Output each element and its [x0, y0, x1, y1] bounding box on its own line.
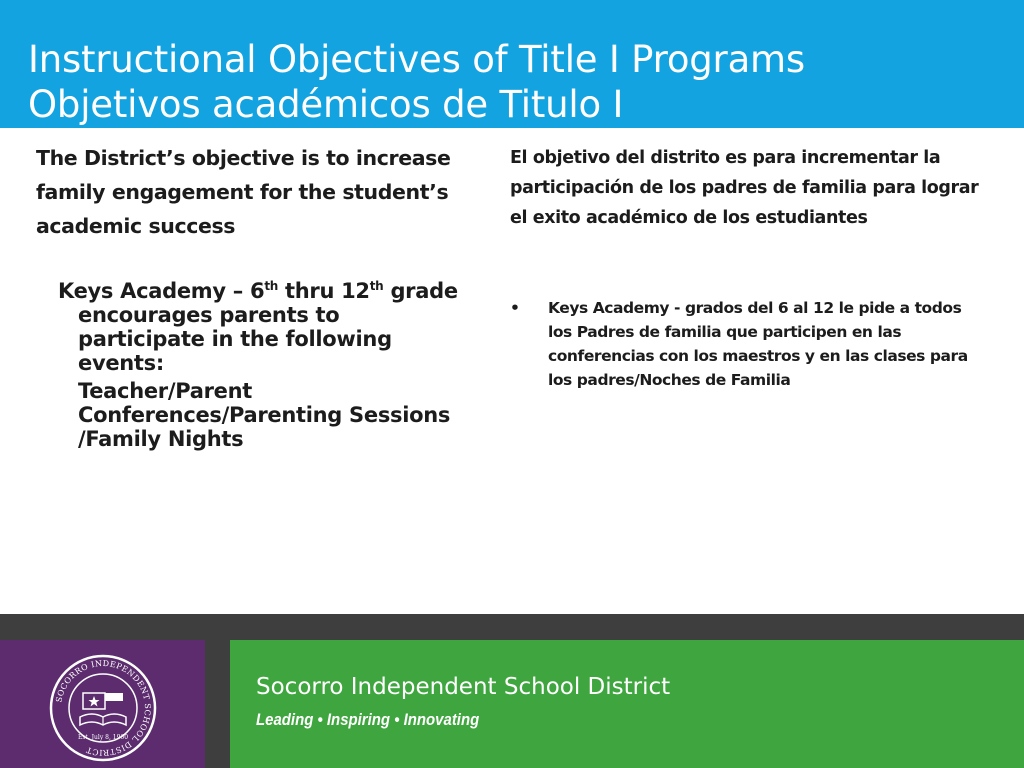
right-column	[510, 143, 980, 233]
slide-header	[0, 0, 1024, 128]
slide-title-english: Instructional Objectives of Title I Programs	[28, 38, 805, 81]
footer-gap	[205, 640, 230, 768]
slide-title-spanish: Objetivos académicos de Titulo I	[28, 83, 624, 126]
keys-sup-2: th	[369, 279, 384, 293]
district-objective-english: The District’s objective is to increase family engagement for the student’s academic success	[36, 146, 451, 238]
left-column	[36, 141, 476, 243]
district-objective-spanish: El objetivo del distrito es para incrementar la participación de los padres de familia para lograr el exito académico de los estudiantes	[510, 148, 979, 228]
keys-prefix: Keys Academy – 6	[58, 279, 265, 303]
keys-academy-description	[58, 279, 468, 375]
bullet-text: Keys Academy - grados del 6 al 12 le pide a todos los Padres de familia que participen en las conferencias con los maestros y en las clases para los padres/Noches de Familia	[548, 299, 968, 389]
bullet-marker: •	[510, 299, 520, 317]
footer-divider-band	[0, 614, 1024, 640]
keys-academy-english	[58, 279, 468, 451]
footer-brand-panel	[230, 640, 1024, 768]
district-name: Socorro Independent School District	[256, 674, 671, 700]
seal-est-text: Est. July 8, 1960	[77, 734, 129, 741]
keys-mid: thru 12	[278, 279, 370, 303]
district-tagline: Leading • Inspiring • Innovating	[256, 710, 480, 729]
footer-seal-panel	[0, 640, 205, 768]
keys-sup-1: th	[264, 279, 278, 293]
seal-ring-text: SOCORRO INDEPENDENT SCHOOL DISTRICT	[54, 658, 153, 758]
keys-rest: grade encourages parents to participate in the following events:	[78, 279, 458, 375]
keys-academy-events: Teacher/Parent Conferences/Parenting Sessions /Family Nights	[78, 379, 451, 451]
keys-academy-spanish-bullet	[510, 296, 980, 392]
district-seal-logo	[48, 653, 158, 763]
